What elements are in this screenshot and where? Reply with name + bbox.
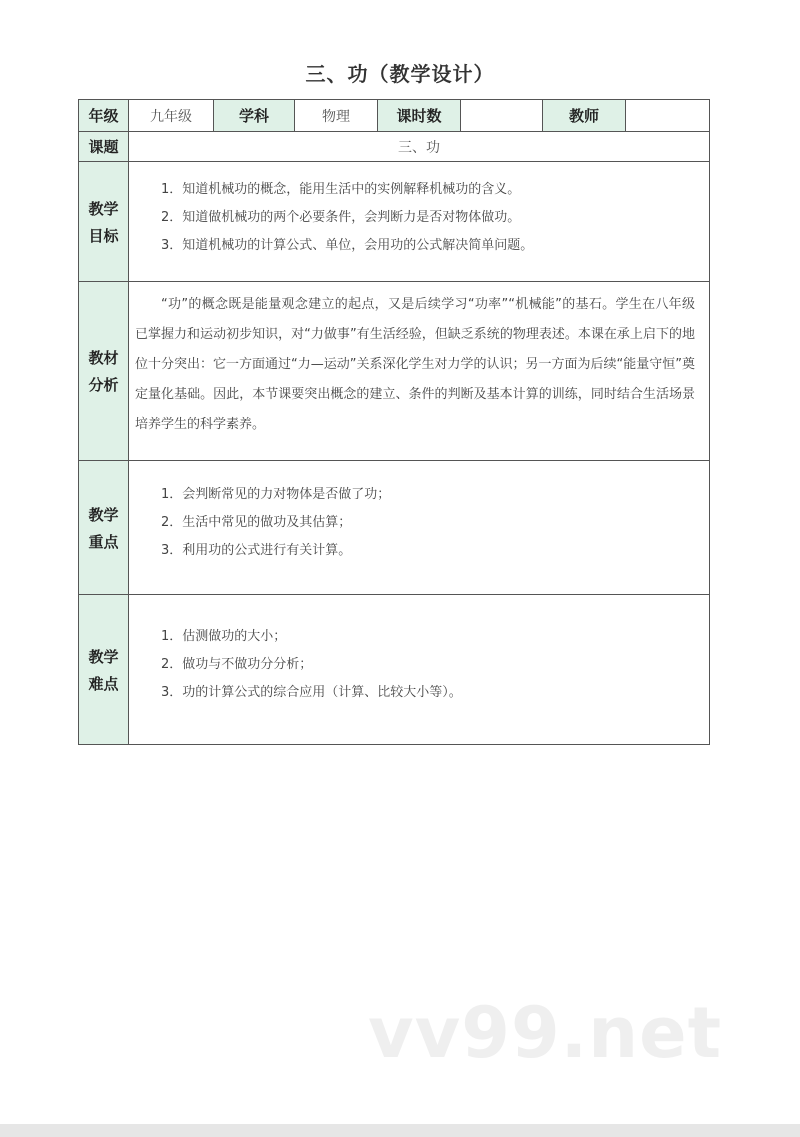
header-row [79, 100, 710, 132]
difficulties-label [79, 595, 129, 745]
key-points-label [79, 461, 129, 595]
hours-value [461, 100, 543, 132]
page-bottom-edge [0, 1124, 800, 1137]
label-line: 分析 [88, 376, 119, 394]
difficulties-row [79, 595, 710, 745]
list-item: 1．会判断常见的力对物体是否做了功； [161, 487, 391, 502]
lesson-plan-table [78, 99, 710, 745]
label-line: 教学 [88, 199, 119, 218]
topic-row [79, 132, 710, 162]
key-points-row [79, 461, 710, 595]
topic-value: 三、功 [129, 132, 710, 162]
list-item: 1．估测做功的大小； [161, 629, 287, 644]
grade-value: 九年级 [129, 100, 214, 132]
list-item: 3．利用功的公式进行有关计算。 [161, 543, 352, 558]
label-line: 教学 [88, 647, 119, 666]
list-item: 2．生活中常见的做功及其估算； [161, 515, 352, 530]
objectives-label [79, 162, 129, 282]
page-title: 三、功（教学设计） [305, 62, 495, 86]
watermark: vv99.net [368, 992, 723, 1074]
subject-label: 学科 [214, 100, 295, 132]
label-line: 难点 [88, 674, 119, 693]
topic-label: 课题 [79, 132, 129, 162]
analysis-row [79, 282, 710, 461]
list-item: 2．知道做机械功的两个必要条件，会判断力是否对物体做功。 [161, 210, 521, 225]
list-item: 2．做功与不做功分分析； [161, 657, 313, 672]
label-line: 教学 [88, 505, 119, 524]
list-item: 3．功的计算公式的综合应用（计算、比较大小等）。 [161, 685, 462, 700]
grade-label: 年级 [79, 100, 129, 132]
subject-value: 物理 [295, 100, 378, 132]
label-line: 目标 [88, 226, 119, 245]
list-item: 3．知道机械功的计算公式、单位，会用功的公式解决简单问题。 [161, 238, 534, 253]
teacher-value [626, 100, 710, 132]
label-line: 重点 [88, 532, 119, 551]
objectives-row [79, 162, 710, 282]
analysis-content [129, 282, 710, 461]
hours-label: 课时数 [378, 100, 461, 132]
label-line: 教材 [88, 349, 119, 367]
difficulties-content [129, 595, 710, 745]
teacher-label: 教师 [543, 100, 626, 132]
list-item: 1．知道机械功的概念，能用生活中的实例解释机械功的含义。 [161, 182, 521, 197]
key-points-content [129, 461, 710, 595]
objectives-content [129, 162, 710, 282]
analysis-text: “功”的概念既是能量观念建立的起点，又是后续学习“功率”“机械能”的基石。学生在八年级已掌握力和运动初步知识，对“力做事”有生活经验，但缺乏系统的物理表述。本课在承上启下的地位十分突出：它一方面通过“力—运动”关系深化学生对力学的认识；另一方面为后续“能量守恒”奠定量化基础。因此，本节课要突出概念的建立、条件的判断及基本计算的训练，同时结合生活场景培养学生的科学素养。 [135, 297, 695, 432]
analysis-label [79, 282, 129, 461]
